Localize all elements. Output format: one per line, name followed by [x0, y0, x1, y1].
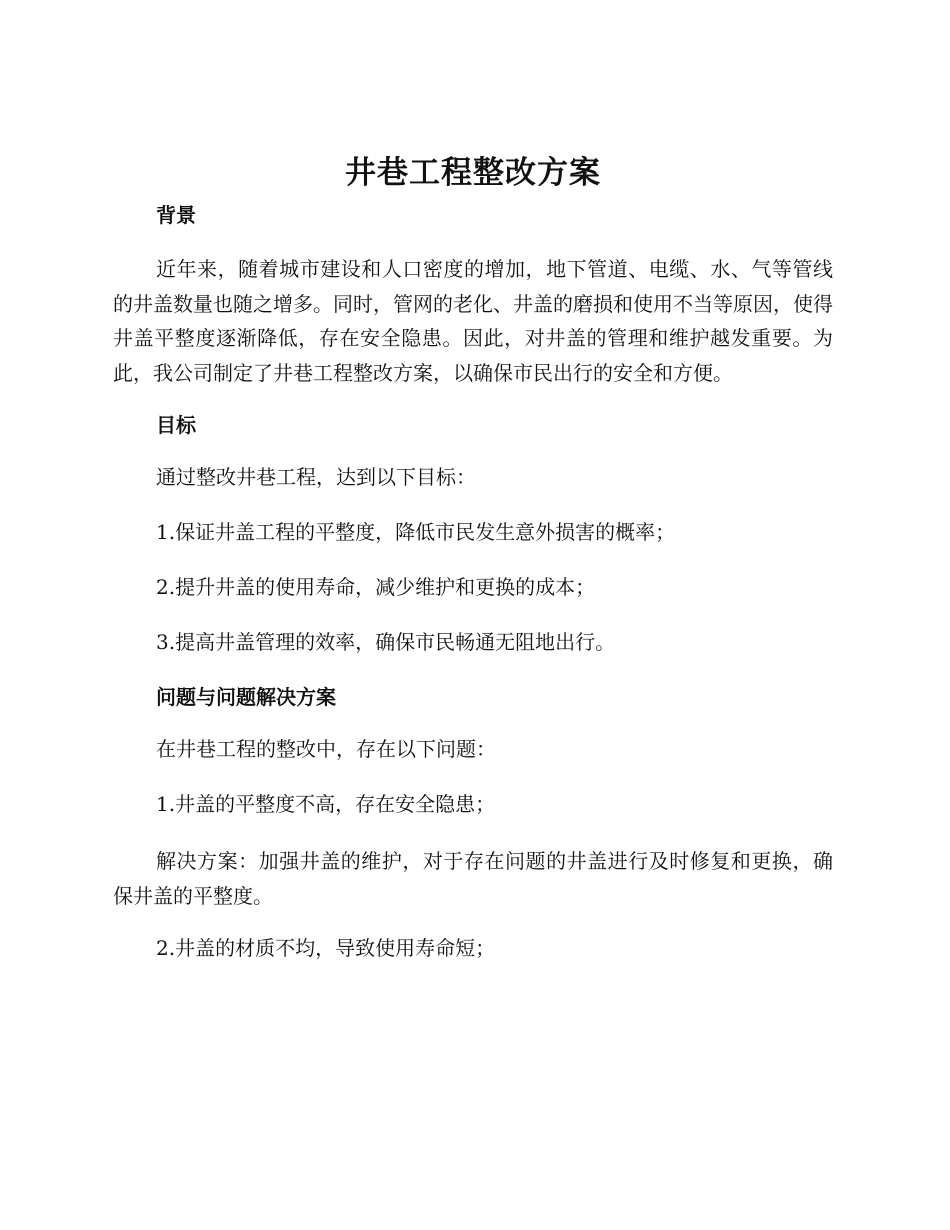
document-body: [113, 150, 833, 988]
goals-intro: 通过整改井巷工程，达到以下目标：: [156, 465, 476, 489]
problems-intro: 在井巷工程的整改中，存在以下问题：: [156, 737, 496, 761]
section-heading-background: 背景: [156, 203, 196, 227]
section-heading-problems: 问题与问题解决方案: [156, 685, 336, 709]
background-paragraph: 近年来，随着城市建设和人口密度的增加，地下管道、电缆、水、气等管线的井盖数量也随之增多。同时，管网的老化、井盖的磨损和使用不当等原因，使得井盖平整度逐渐降低，存在安全隐患。因此，对井盖的管理和维护越发重要。为此，我公司制定了井巷工程整改方案，以确保市民出行的安全和方便。: [113, 257, 833, 385]
goal-item: 3.提高井盖管理的效率，确保市民畅通无阻地出行。: [156, 630, 616, 654]
section-heading-goals: 目标: [156, 413, 196, 437]
problem-item: 1.井盖的平整度不高，存在安全隐患；: [156, 792, 496, 816]
document-title: 井巷工程整改方案: [345, 155, 601, 191]
goal-item: 1.保证井盖工程的平整度，降低市民发生意外损害的概率；: [156, 520, 676, 544]
goal-item: 2.提升井盖的使用寿命，减少维护和更换的成本；: [156, 575, 596, 599]
solution-paragraph: 解决方案：加强井盖的维护，对于存在问题的井盖进行及时修复和更换，确保井盖的平整度。: [113, 849, 833, 908]
problem-item: 2.井盖的材质不均，导致使用寿命短；: [156, 936, 496, 960]
